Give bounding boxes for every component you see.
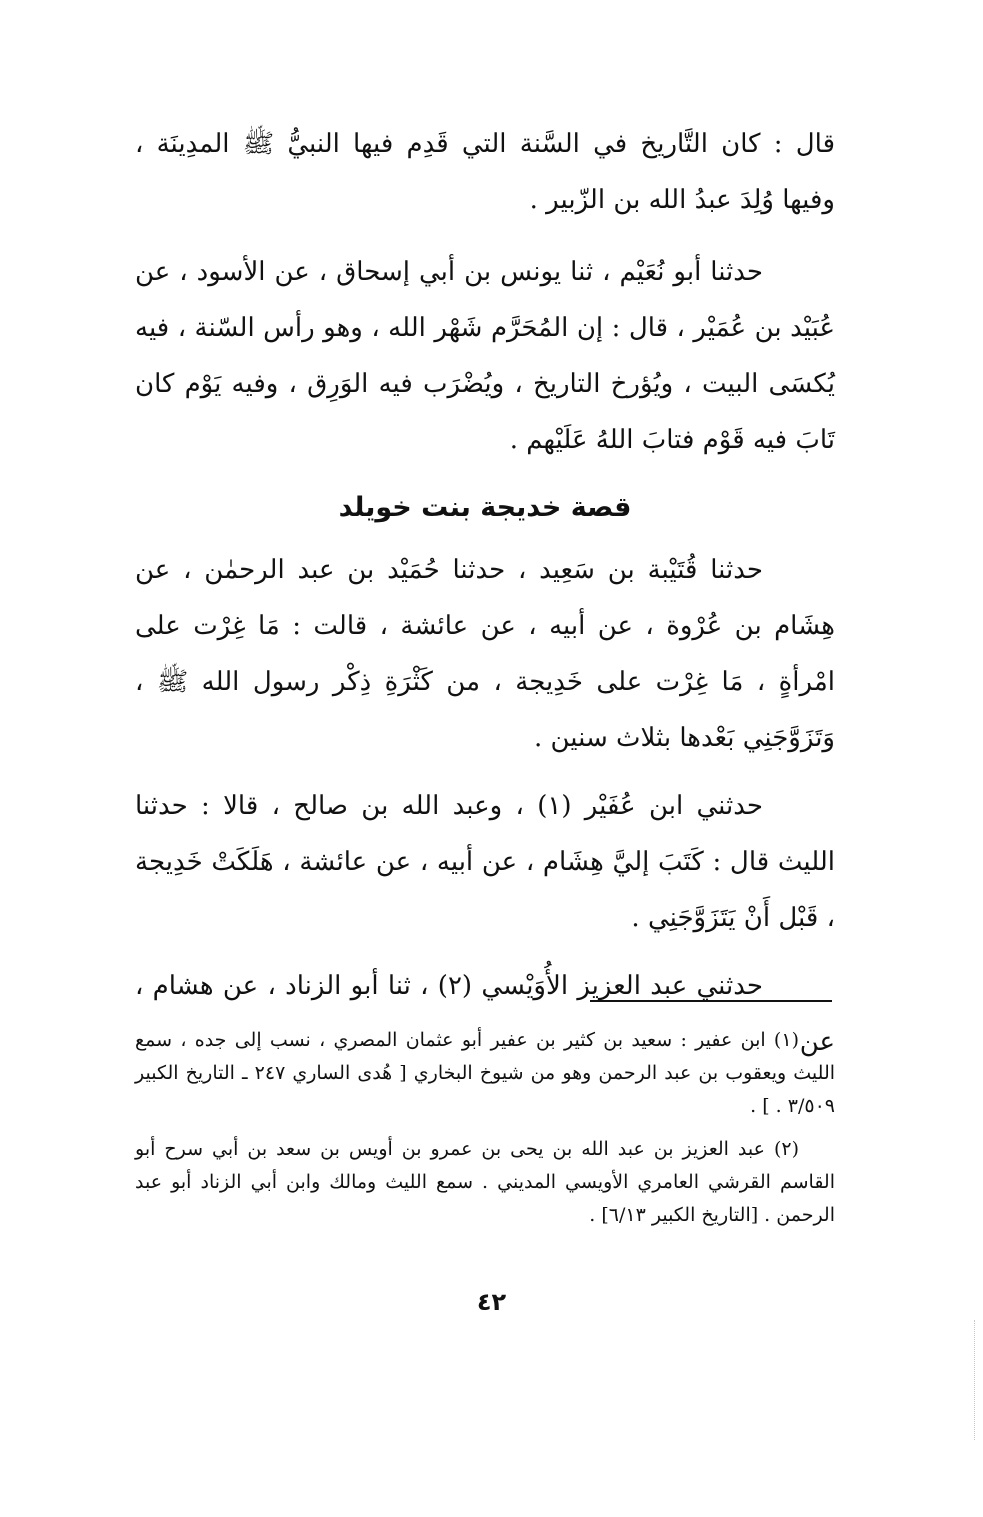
paragraph-muharram: حدثنا أبو نُعَيْم ، ثنا يونس بن أبي إسحاق ، عن الأسود ، عن عُبَيْد بن عُمَيْر ، قال : إن المُحَرَّم شَهْر الله ، وهو رأس السّنة ، فيه يُكسَى البيت ، ويُؤرخ التاريخ ، ويُضْرَب فيه الوَرِق ، وفيه يَوْم كان تَابَ فيه قَوْم فتابَ اللهُ عَلَيْهم . — [135, 257, 835, 455]
footnote-2: (٢) عبد العزيز بن عبد الله بن يحى بن عمرو بن أويس بن سعد بن أبي سرح أبو القاسم القرشي العامري الأويسي المديني . سمع الليث ومالك وابن أبي الزناد أبو عبد الرحمن . [التاريخ الكبير ٦/١٣] . — [135, 1138, 835, 1226]
footnote-1: (١) ابن عفير : سعيد بن كثير بن عفير أبو عثمان المصري ، نسب إلى جده ، سمع الليث ويعقوب بن عبد الرحمن وهو من شيوخ البخاري [ هُدى الساري ٢٤٧ ـ التاريخ الكبير ٣/٥٠٩ . ] . — [135, 1029, 836, 1117]
section-heading: قصة خديجة بنت خويلد — [338, 492, 632, 523]
paragraph-qutayba: حدثنا قُتَيْبة بن سَعِيد ، حدثنا حُمَيْد بن عبد الرحمٰن ، عن هِشَام بن عُرْوة ، عن أبيه ، عن عائشة ، قالت : مَا غِرْت على امْرأةٍ ، مَا غِرْت على خَدِيجة ، من كَثْرَةِ ذِكْر رسول الله ﷺ ، وَتَزَوَّجَنِي بَعْدها بثلاث سنين . — [135, 555, 835, 753]
paragraph-ibn-ufayr: حدثني ابن عُفَيْر (١) ، وعبد الله بن صالح ، قالا : حدثنا الليث قال : كَتَبَ إليَّ هِشَام ، عن أبيه ، عن عائشة ، هَلَكَتْ خَدِيجة ، قَبْل أَنْ يَتَزَوَّجَنِي . — [135, 791, 835, 933]
opening-text — [135, 116, 835, 468]
paragraph-uwaysi: حدثني عبد العزيز الأُوَيْسي (٢) ، ثنا أبو الزناد ، عن هشام ، عن — [135, 971, 835, 1057]
page-number: ٤٢ — [476, 1288, 507, 1316]
footnote-separator — [590, 1000, 832, 1002]
paragraph-tarikh: قال : كان التَّاريخ في السَّنة التي قَدِم فيها النبيُّ ﷺ المدِينَة ، وفيها وُلِدَ عبدُ الله بن الزّبير . — [135, 129, 835, 215]
khadija-text — [135, 542, 835, 1070]
footnotes — [135, 1024, 835, 1242]
scan-edge-marks — [974, 1320, 976, 1440]
